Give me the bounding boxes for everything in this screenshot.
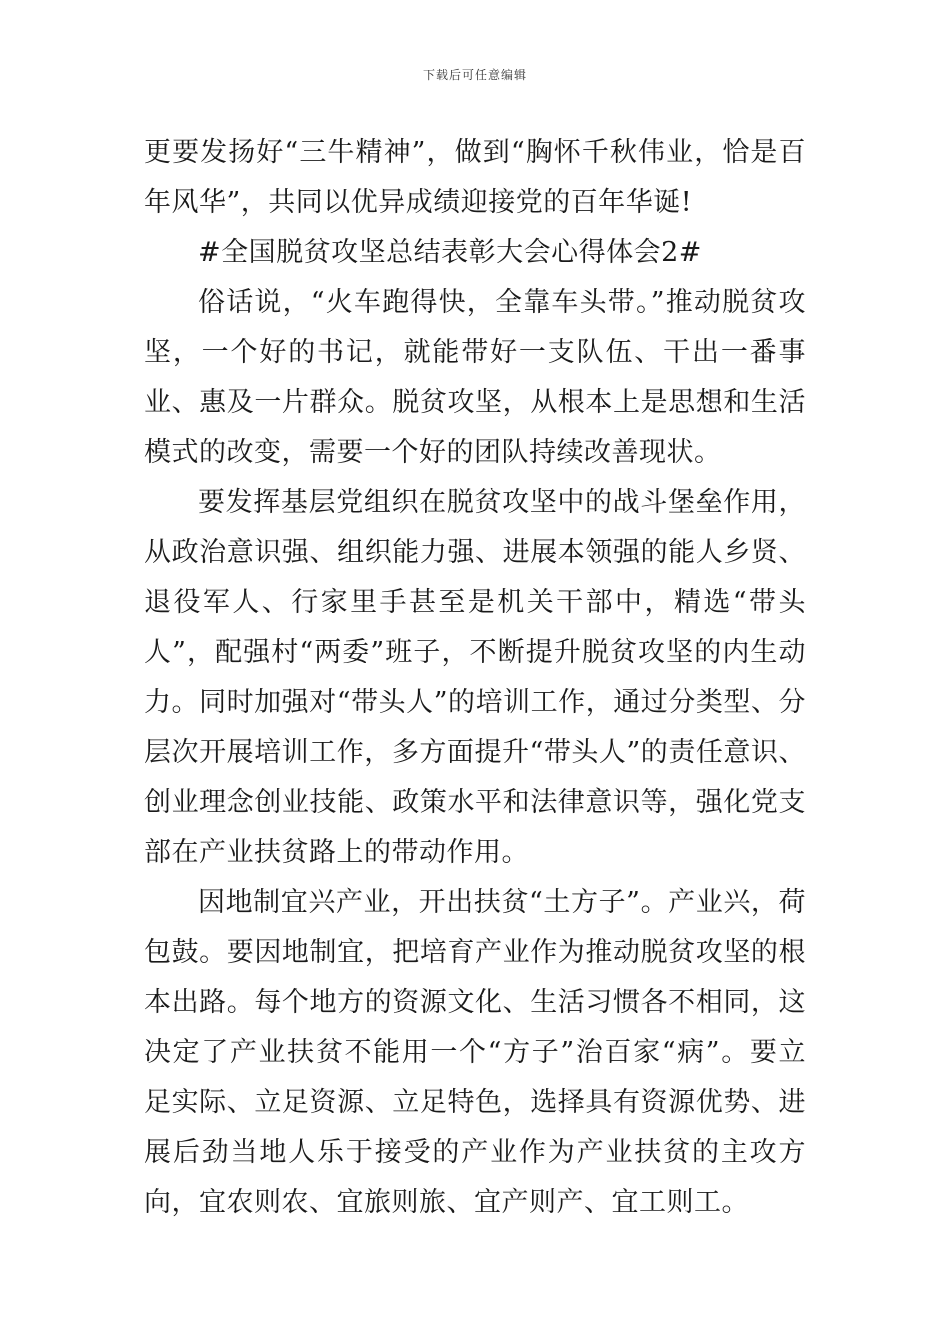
document-body	[144, 128, 806, 1228]
paragraph-party-organization: 要发挥基层党组织在脱贫攻坚中的战斗堡垒作用，从政治意识强、组织能力强、进展本领强的能人乡贤、退役军人、行家里手甚至是机关干部中，精选“带头人”，配强村“两委”班子，不断提升脱贫攻坚的内生动力。同时加强对“带头人”的培训工作，通过分类型、分层次开展培训工作，多方面提升“带头人”的责任意识、创业理念创业技能、政策水平和法律意识等，强化党支部在产业扶贫路上的带动作用。	[144, 487, 806, 868]
paragraph-industry: 因地制宜兴产业，开出扶贫“土方子”。产业兴，荷包鼓。要因地制宜，把培育产业作为推动脱贫攻坚的根本出路。每个地方的资源文化、生活习惯各不相同，这决定了产业扶贫不能用一个“方子”治百家“病”。要立足实际、立足资源、立足特色，选择具有资源优势、进展后劲当地人乐于接受的产业作为产业扶贫的主攻方向，宜农则农、宜旅则旅、宜产则产、宜工则工。	[144, 887, 806, 1218]
paragraph-leader: 俗话说，“火车跑得快，全靠车头带。”推动脱贫攻坚，一个好的书记，就能带好一支队伍、干出一番事业、惠及一片群众。脱贫攻坚，从根本上是思想和生活模式的改变，需要一个好的团队持续改善现状。	[144, 287, 806, 468]
paragraph-closing: 更要发扬好“三牛精神”，做到“胸怀千秋伟业，恰是百年风华”，共同以优异成绩迎接党的百年华诞!	[144, 137, 806, 218]
section-heading: #全国脱贫攻坚总结表彰大会心得体会2#	[198, 237, 702, 268]
header-note: 下载后可任意编辑	[422, 68, 527, 82]
